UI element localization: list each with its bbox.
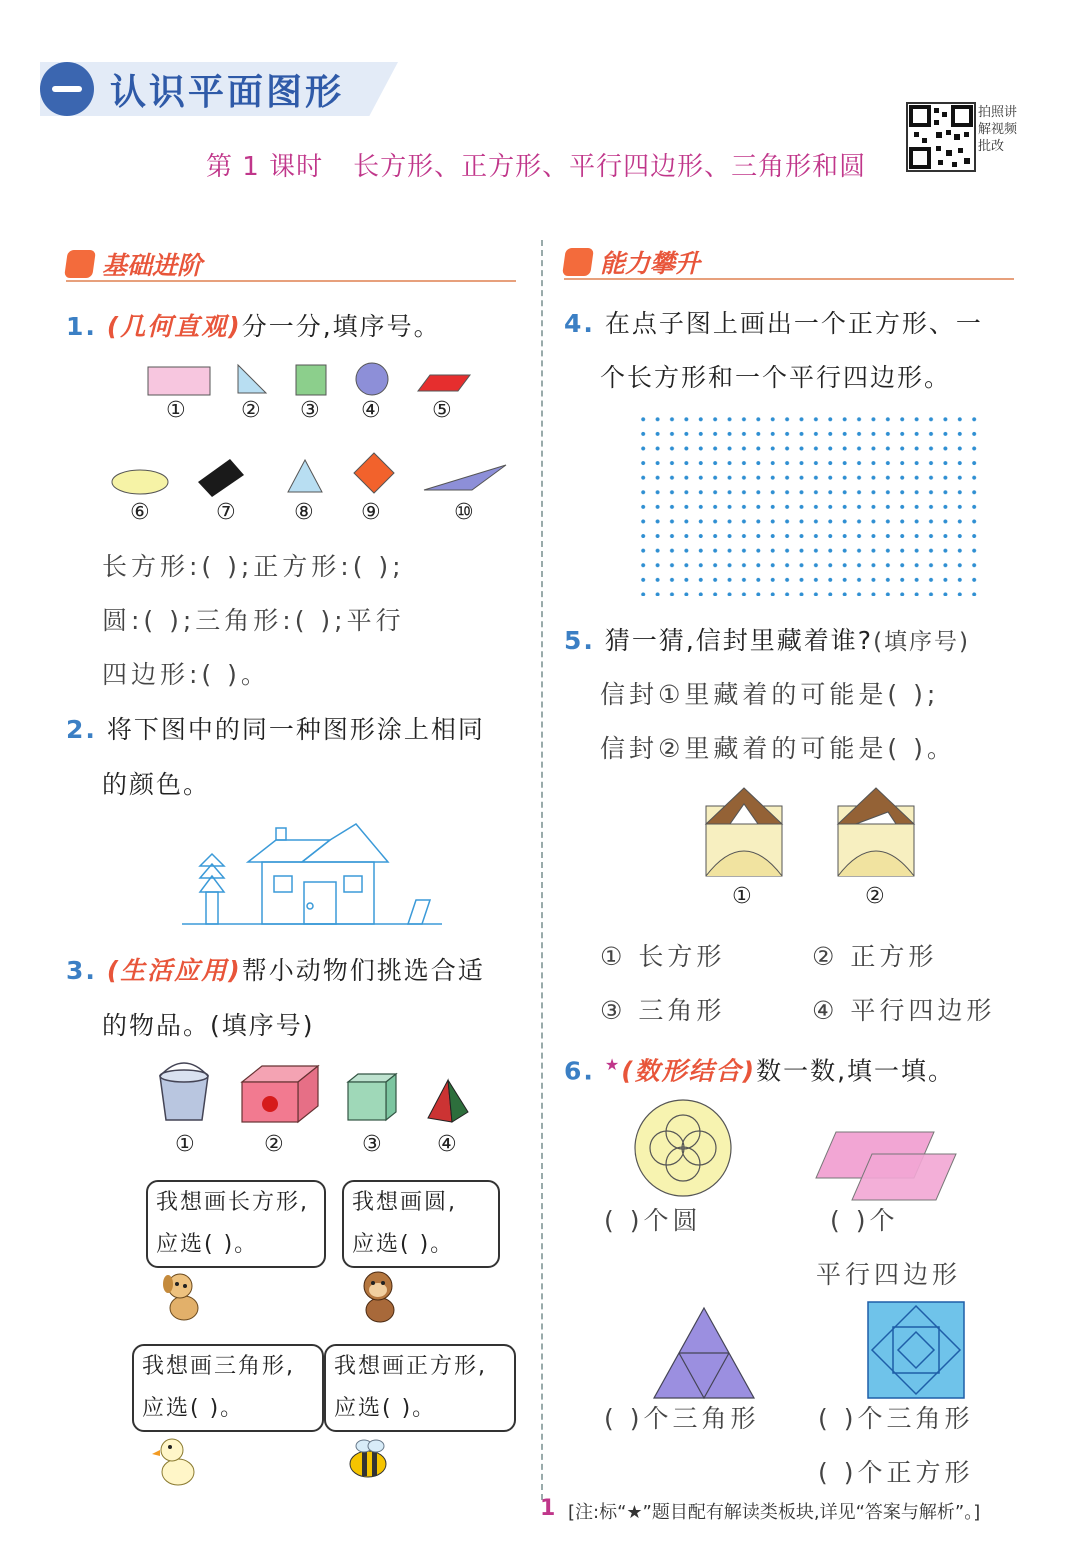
column-divider: [541, 240, 543, 1500]
shape-label: ⑥: [130, 500, 150, 525]
q5-option: ① 长方形: [600, 942, 726, 971]
duck-icon: [150, 1432, 204, 1492]
shape-label: ⑤: [432, 398, 452, 423]
box-icon: [242, 1066, 318, 1122]
envelope-1-icon: [706, 788, 782, 876]
bubble-answer[interactable]: 应选( )。: [156, 1232, 259, 1257]
star-icon: ★: [604, 1055, 622, 1074]
q5-option: ④ 平行四边形: [812, 996, 996, 1025]
bubble-text: 我想画圆,: [352, 1190, 457, 1215]
q2-prompt-line-2: 的颜色。: [102, 770, 211, 799]
object-label: ③: [362, 1132, 382, 1157]
envelope-label: ②: [865, 884, 885, 909]
shape-9-diamond: [354, 453, 394, 493]
q3-number: 3.: [66, 956, 97, 985]
climb-icon: [562, 248, 594, 276]
runner-icon: [64, 250, 96, 278]
bubble-answer[interactable]: 应选( )。: [142, 1396, 245, 1421]
lesson-heading: [206, 146, 866, 183]
q6-tag: (数形结合): [621, 1056, 757, 1086]
q5-number: 5.: [564, 626, 595, 655]
q5-prompt: [564, 614, 970, 669]
q1-answer-line-3[interactable]: 四边形:( )。: [102, 660, 270, 689]
shape-label: ⑩: [454, 500, 474, 525]
speech-bubble-monkey: [342, 1180, 500, 1268]
q2-text: 将下图中的同一种图形涂上相同: [106, 715, 485, 744]
shape-label: ①: [166, 398, 186, 423]
lesson-label: 第 1 课时: [206, 152, 324, 182]
bubble-text: 我想画三角形,: [142, 1354, 295, 1379]
object-label: ④: [437, 1132, 457, 1157]
shape-3-square: [296, 365, 326, 395]
object-label: ②: [264, 1132, 284, 1157]
circles-figure[interactable]: [620, 1098, 750, 1198]
section-basic-title: 基础进阶: [102, 251, 203, 280]
q4-prompt-line-2: 个长方形和一个平行四边形。: [600, 363, 952, 392]
q1-tag: (几何直观): [106, 312, 242, 341]
q5-text: 猜一猜,信封里藏着谁?: [604, 626, 874, 655]
q3-tag: (生活应用): [106, 956, 242, 985]
triangles-figure[interactable]: [652, 1306, 758, 1400]
q1-answer-line-1[interactable]: 长方形:( );正方形:( );: [102, 552, 405, 581]
q1-prompt: [66, 300, 441, 354]
unit-number-badge: [40, 62, 94, 116]
parallelograms-figure[interactable]: [814, 1130, 958, 1202]
q6-prompt: [564, 1038, 955, 1098]
object-label: ①: [175, 1132, 195, 1157]
q6-answer-para-1[interactable]: ( )个: [830, 1206, 899, 1235]
q4-number: 4.: [564, 309, 595, 338]
footnote: [注:标“★”题目配有解读类板块,详见“答案与解析”。]: [568, 1502, 981, 1523]
q6-answer-circles[interactable]: ( )个圆: [604, 1206, 702, 1235]
shape-8-triangle: [288, 460, 322, 492]
lesson-topic: 长方形、正方形、平行四边形、三角形和圆: [353, 152, 867, 182]
section-advanced-underline: [564, 278, 1014, 280]
shape-label: ⑨: [361, 500, 381, 525]
shape-label: ⑦: [216, 500, 236, 525]
q4-text: 在点子图上画出一个正方形、一: [604, 309, 983, 338]
speech-bubble-duck: [132, 1344, 324, 1432]
shape-5-parallelogram: [418, 375, 470, 391]
q6-answer-triangles-right[interactable]: ( )个三角形: [818, 1404, 974, 1433]
speech-bubble-dog: [146, 1180, 326, 1268]
q2-number: 2.: [66, 715, 97, 744]
q3-objects: [150, 1060, 480, 1130]
shape-label: ⑧: [294, 500, 314, 525]
speech-bubble-bee: [324, 1344, 516, 1432]
house-drawing[interactable]: [180, 820, 450, 930]
envelope-label: ①: [732, 884, 752, 909]
envelope-2-icon: [838, 788, 914, 876]
cube-icon: [348, 1074, 396, 1120]
q6-answer-para-2: 平行四边形: [816, 1260, 962, 1289]
bubble-answer[interactable]: 应选( )。: [352, 1232, 455, 1257]
qr-code-icon[interactable]: [906, 102, 976, 172]
page-number: 1: [540, 1496, 556, 1521]
q6-answer-triangles-left[interactable]: ( )个三角形: [604, 1404, 760, 1433]
q1-text: 分一分,填序号。: [241, 312, 441, 341]
bubble-answer[interactable]: 应选( )。: [334, 1396, 437, 1421]
unit-title: 认识平面图形: [110, 72, 345, 113]
shape-7-rotated-rectangle: [198, 459, 244, 497]
q5-answer-line-1[interactable]: 信封①里藏着的可能是( );: [600, 680, 940, 709]
shape-4-circle: [356, 363, 388, 395]
dot-grid[interactable]: [636, 412, 982, 596]
squares-figure[interactable]: [866, 1300, 966, 1400]
q1-number: 1.: [66, 312, 97, 341]
q4-prompt-line-1: [564, 297, 983, 351]
q3-prompt-line-2: 的物品。(填序号): [102, 1011, 315, 1040]
shape-label: ②: [241, 398, 261, 423]
section-advanced-title: 能力攀升: [600, 249, 701, 278]
shape-label: ④: [361, 398, 381, 423]
envelopes: [700, 786, 920, 878]
q5-option: ② 正方形: [812, 942, 938, 971]
monkey-icon: [352, 1266, 406, 1324]
shape-6-ellipse: [112, 470, 168, 494]
q5-hint: (填序号): [873, 629, 971, 655]
q6-number: 6.: [564, 1056, 595, 1086]
bubble-text: 我想画正方形,: [334, 1354, 487, 1379]
q3-text: 帮小动物们挑选合适: [241, 956, 485, 985]
q3-prompt-line-1: [66, 944, 485, 998]
shape-10-obtuse-triangle: [424, 465, 506, 490]
dog-icon: [160, 1268, 210, 1324]
bee-icon: [340, 1436, 394, 1484]
shape-2-right-triangle: [238, 365, 266, 393]
bucket-icon: [160, 1063, 208, 1120]
q2-prompt-line-1: [66, 703, 485, 757]
qr-note: 拍照讲解视频批改: [978, 105, 1018, 154]
q6-answer-squares[interactable]: ( )个正方形: [818, 1458, 974, 1487]
shape-1-rectangle: [148, 367, 210, 395]
q6-text: 数一数,填一填。: [756, 1056, 956, 1086]
section-basic-underline: [66, 280, 516, 282]
shape-label: ③: [300, 398, 320, 423]
q1-answer-line-2[interactable]: 圆:( );三角形:( );平行: [102, 606, 405, 635]
q5-answer-line-2[interactable]: 信封②里藏着的可能是( )。: [600, 734, 956, 763]
bubble-text: 我想画长方形,: [156, 1190, 309, 1215]
q5-option: ③ 三角形: [600, 996, 726, 1025]
pyramid-icon: [428, 1080, 468, 1122]
